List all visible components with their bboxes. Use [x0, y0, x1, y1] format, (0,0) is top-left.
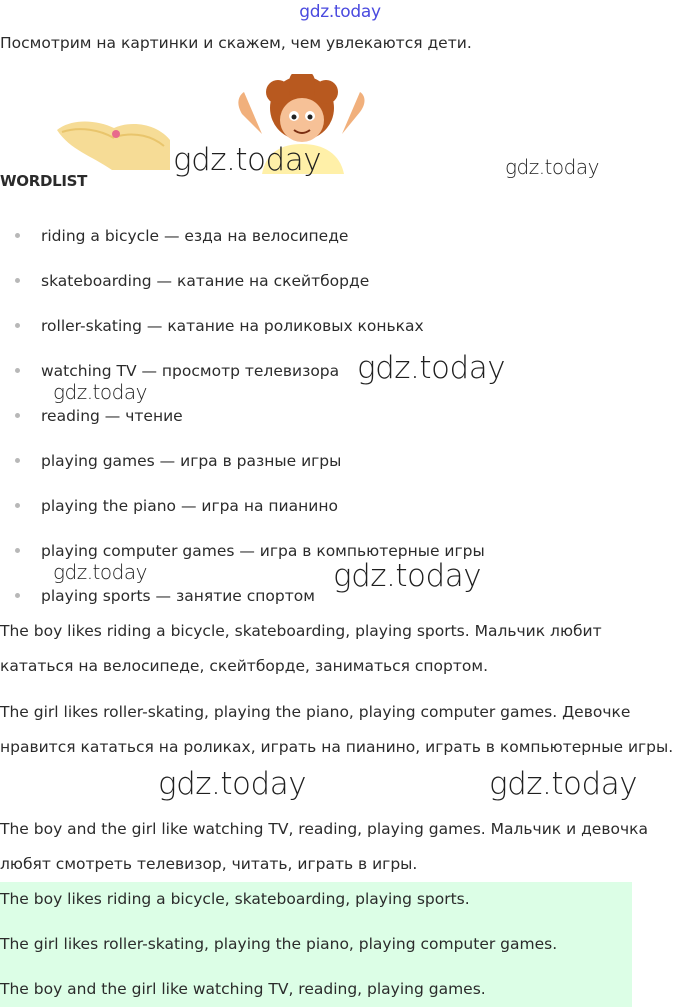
bullet-icon: [15, 233, 20, 238]
answer-line: The girl likes roller-skating, playing the piano, playing computer games.: [0, 935, 558, 953]
list-item: watching TV — просмотр телевизора: [0, 357, 680, 402]
list-item: playing sports — занятие спортом: [0, 582, 680, 627]
bullet-icon: [15, 548, 20, 553]
bullet-icon: [15, 278, 20, 283]
list-item: riding a bicycle — езда на велосипеде: [0, 222, 680, 267]
watermark: gdz.today: [173, 142, 322, 178]
answer-box: [0, 882, 632, 1007]
paragraph-both: The boy and the girl like watching TV, reading, playing games. Мальчик и девочка любят смотреть телевизор, читать, играть в игры.: [0, 820, 648, 873]
watermark: gdz.today: [333, 558, 482, 594]
intro-text: Посмотрим на картинки и скажем, чем увлекаются дети.: [0, 34, 472, 52]
answer-line: The boy likes riding a bicycle, skateboarding, playing sports.: [0, 890, 470, 908]
watermark: gdz.today: [53, 560, 147, 584]
list-item: skateboarding — катание на скейтборде: [0, 267, 680, 312]
bullet-icon: [15, 503, 20, 508]
watermark: gdz.today: [505, 155, 599, 179]
paragraph-girl: The girl likes roller-skating, playing the piano, playing computer games. Девочке нравится кататься на роликах, играть на пианино, играть в компьютерные игры.: [0, 703, 674, 756]
list-item: playing the piano — игра на пианино: [0, 492, 680, 537]
watermark: gdz.today: [357, 350, 506, 386]
list-item: playing games — игра в разные игры: [0, 447, 680, 492]
bullet-icon: [15, 458, 20, 463]
watermark: gdz.today: [158, 766, 307, 802]
list-item: reading — чтение: [0, 402, 680, 447]
bullet-icon: [15, 593, 20, 598]
wordlist-heading: WORDLIST: [0, 172, 88, 190]
watermark: gdz.today: [53, 380, 147, 404]
list-item: playing computer games — игра в компьютерные игры: [0, 537, 680, 582]
top-watermark: gdz.today: [299, 2, 381, 22]
bullet-icon: [15, 413, 20, 418]
girl-illustration: [52, 110, 172, 170]
bullet-icon: [15, 323, 20, 328]
bullet-icon: [15, 368, 20, 373]
paragraph-boy: The boy likes riding a bicycle, skateboarding, playing sports. Мальчик любит кататься на велосипеде, скейтборде, заниматься спортом.: [0, 622, 602, 675]
watermark: gdz.today: [489, 766, 638, 802]
answer-line: The boy and the girl like watching TV, reading, playing games.: [0, 980, 486, 998]
list-item: roller-skating — катание на роликовых коньках: [0, 312, 680, 357]
